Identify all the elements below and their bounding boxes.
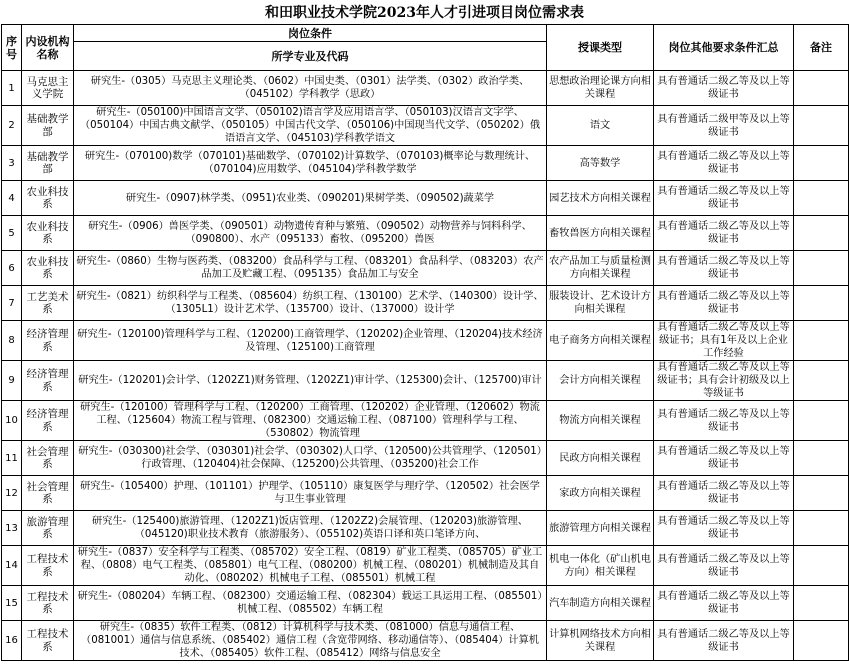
row-dept: 工艺美术系 [22, 286, 74, 321]
row-number: 8 [2, 321, 22, 361]
row-dept: 工程技术系 [22, 546, 74, 586]
row-dept: 农业科技系 [22, 216, 74, 251]
row-major: 研究生-（120100)管理科学与工程、（120200)工商管理学、（120202)企业管理、（120204)技术经济及管理、（125100)工商管理 [74, 321, 547, 361]
row-major: 研究生-（105400）护理、（101101）护理学、（105110）康复医学与理疗学、（120502）社会医学与卫生事业管理 [74, 476, 547, 511]
row-remark [794, 321, 849, 361]
table-row [2, 401, 849, 441]
table-row [2, 546, 849, 586]
row-requirements: 具有普通话二级乙等及以上等级证书 [654, 401, 794, 441]
header-course-type: 授课类型 [547, 25, 654, 71]
row-major: 研究生-（125400)旅游管理、（1202Z1)饭店管理、（1202Z2)会展管理、（120203)旅游管理、（045120)职业技术教育（旅游服务）、（055102)英语口译和英口笔译方向、 [74, 511, 547, 546]
row-number: 6 [2, 251, 22, 286]
row-requirements: 具有普通话二级甲等及以上等级证书 [654, 106, 794, 146]
header-major: 所学专业及代码 [74, 42, 547, 71]
row-number: 2 [2, 106, 22, 146]
row-dept: 马克思主义学院 [22, 71, 74, 106]
row-requirements: 具有普通话二级乙等及以上等级证书；具有1年及以上企业工作经验 [654, 321, 794, 361]
row-requirements: 具有普通话二级乙等及以上等级证书 [654, 286, 794, 321]
row-remark [794, 286, 849, 321]
row-number: 10 [2, 401, 22, 441]
row-major: 研究生-（120201)会计学、（1202Z1)财务管理、（1202Z1)审计学、（125300)会计、（125700)审计 [74, 361, 547, 401]
row-major: 研究生-（0837）安全科学与工程类、（085702）安全工程、（0819）矿业工程类、（085705）矿业工程、（0808）电气工程类、（085801）电气工程、（080200）机械工程、（080201）机械制造及其自动化、（080202）机械电子工程、（085501）机械工程 [74, 546, 547, 586]
table-row [2, 621, 849, 661]
row-remark [794, 621, 849, 661]
header-row-1 [2, 25, 849, 42]
document-title: 和田职业技术学院2023年人才引进项目岗位需求表 [265, 5, 584, 21]
row-dept: 基础教学部 [22, 106, 74, 146]
row-number: 11 [2, 441, 22, 476]
row-remark [794, 586, 849, 621]
table-row [2, 71, 849, 106]
row-course-type: 农产品加工与质量检测方向相关课程 [547, 251, 654, 286]
row-dept: 经济管理系 [22, 361, 74, 401]
row-dept: 经济管理系 [22, 401, 74, 441]
row-remark [794, 361, 849, 401]
row-dept: 工程技术系 [22, 586, 74, 621]
row-dept: 旅游管理系 [22, 511, 74, 546]
row-number: 3 [2, 146, 22, 181]
row-dept: 农业科技系 [22, 181, 74, 216]
row-requirements: 具有普通话二级乙等及以上等级证书 [654, 476, 794, 511]
row-remark [794, 71, 849, 106]
row-course-type: 机电一体化（矿山机电方向）相关课程 [547, 546, 654, 586]
row-number: 15 [2, 586, 22, 621]
row-requirements: 具有普通话二级乙等及以上等级证书；具有会计初级及以上等级证书 [654, 361, 794, 401]
row-requirements: 具有普通话二级乙等及以上等级证书 [654, 621, 794, 661]
row-major: 研究生-（0821）纺织科学与工程类、（085604）纺织工程、（130100）艺术学、（140300）设计学、（1305L1）设计艺术学、（135700）设计、（137000）设计学 [74, 286, 547, 321]
row-major: 研究生-（050100)中国语言文学、（050102)语言学及应用语言学、（050103)汉语言文字学、（050104）中国古典文献学、（050105）中国古代文学、（050106)中国现当代文学、（050202）俄语语言文学、（045103)学科教学语文 [74, 106, 547, 146]
table-row [2, 361, 849, 401]
header-position-conditions: 岗位条件 [74, 25, 547, 42]
row-dept: 社会管理系 [22, 476, 74, 511]
row-requirements: 具有普通话二级乙等及以上等级证书 [654, 216, 794, 251]
row-course-type: 汽车制造方向相关课程 [547, 586, 654, 621]
row-remark [794, 251, 849, 286]
row-major: 研究生-（030300)社会学、（030301)社会学、（030302)人口学、（120500)公共管理学、（120501）行政管理、（120404)社会保障、（125200)公共管理、（035200)社会工作 [74, 441, 547, 476]
row-requirements: 具有普通话二级乙等及以上等级证书 [654, 586, 794, 621]
row-major: 研究生-（0907)林学类、（0951)农业类、（090201)果树学类、（090502)蔬菜学 [74, 181, 547, 216]
row-remark [794, 106, 849, 146]
row-number: 9 [2, 361, 22, 401]
header-seq: 序号 [2, 25, 22, 71]
row-course-type: 服装设计、艺术设计方向相关课程 [547, 286, 654, 321]
row-major: 研究生-（0906）兽医学类、（090501）动物遗传育种与繁殖、（090502）动物营养与饲料科学、（090800）、水产（095133）畜牧、（095200）兽医 [74, 216, 547, 251]
row-remark [794, 401, 849, 441]
table-row [2, 181, 849, 216]
row-number: 1 [2, 71, 22, 106]
header-other-requirements: 岗位其他要求条件汇总 [654, 25, 794, 71]
row-requirements: 具有普通话二级乙等及以上等级证书 [654, 511, 794, 546]
row-major: 研究生-（0305）马克思主义理论类、（0602）中国史类、（0301）法学类、（0302）政治学类、（045102）学科教学（思政） [74, 71, 547, 106]
row-remark [794, 546, 849, 586]
row-remark [794, 146, 849, 181]
row-major: 研究生-（070100)数学（070101)基础数学、（070102)计算数学、（070103)概率论与数理统计、（070104)应用数学、（045104)学科教学数学 [74, 146, 547, 181]
row-major: 研究生-（0860）生物与医药类、（083200）食品科学与工程、（083201）食品科学、（083203）农产品加工及贮藏工程、（095135）食品加工与安全 [74, 251, 547, 286]
row-course-type: 高等数学 [547, 146, 654, 181]
row-dept: 工程技术系 [22, 621, 74, 661]
row-remark [794, 476, 849, 511]
row-requirements: 具有普通话二级乙等及以上等级证书 [654, 251, 794, 286]
row-course-type: 会计方向相关课程 [547, 361, 654, 401]
row-remark [794, 511, 849, 546]
row-remark [794, 181, 849, 216]
row-dept: 社会管理系 [22, 441, 74, 476]
row-dept: 基础教学部 [22, 146, 74, 181]
row-course-type: 园艺技术方向相关课程 [547, 181, 654, 216]
row-number: 5 [2, 216, 22, 251]
table-row [2, 586, 849, 621]
row-course-type: 计算机网络技术方向相关课程 [547, 621, 654, 661]
row-course-type: 语文 [547, 106, 654, 146]
table-row [2, 511, 849, 546]
row-course-type: 家政方向相关课程 [547, 476, 654, 511]
table-row [2, 251, 849, 286]
row-requirements: 具有普通话二级乙等及以上等级证书 [654, 71, 794, 106]
row-course-type: 思想政治理论课方向相关课程 [547, 71, 654, 106]
row-number: 12 [2, 476, 22, 511]
row-requirements: 具有普通话二级乙等及以上等级证书 [654, 146, 794, 181]
row-course-type: 物流方向相关课程 [547, 401, 654, 441]
table-row [2, 216, 849, 251]
row-course-type: 旅游管理方向相关课程 [547, 511, 654, 546]
row-major: 研究生-（0835）软件工程类、（0812）计算机科学与技术类、（081000）信息与通信工程、（081001）通信与信息系统、（085402）通信工程（含宽带网络、移动通信等）、（085404）计算机技术、（085405）软件工程、（085412）网络与信息安全 [74, 621, 547, 661]
row-major: 研究生-（120100）管理科学与工程、（120200）工商管理、（120202）企业管理、（120602）物流工程、（125604）物流工程与管理、（082300）交通运输工程、（087100）管理科学与工程、（530802）物流管理 [74, 401, 547, 441]
table-row [2, 286, 849, 321]
table-row [2, 441, 849, 476]
row-course-type: 民政方向相关课程 [547, 441, 654, 476]
table-row [2, 146, 849, 181]
row-number: 4 [2, 181, 22, 216]
row-number: 14 [2, 546, 22, 586]
row-course-type: 畜牧兽医方向相关课程 [547, 216, 654, 251]
row-requirements: 具有普通话二级乙等及以上等级证书 [654, 546, 794, 586]
position-requirements-table [1, 24, 849, 661]
row-number: 16 [2, 621, 22, 661]
row-remark [794, 441, 849, 476]
table-row [2, 106, 849, 146]
header-remark: 备注 [794, 25, 849, 71]
row-dept: 农业科技系 [22, 251, 74, 286]
row-remark [794, 216, 849, 251]
row-requirements: 具有普通话二级乙等及以上等级证书 [654, 441, 794, 476]
row-major: 研究生-（080204）车辆工程、（082300）交通运输工程、（082304）载运工具运用工程、（085501）机械工程、（085502）车辆工程 [74, 586, 547, 621]
row-dept: 经济管理系 [22, 321, 74, 361]
table-row [2, 476, 849, 511]
row-course-type: 电子商务方向相关课程 [547, 321, 654, 361]
table-row [2, 321, 849, 361]
row-number: 13 [2, 511, 22, 546]
header-dept: 内设机构名称 [22, 25, 74, 71]
row-number: 7 [2, 286, 22, 321]
row-requirements: 具有普通话二级乙等及以上等级证书 [654, 181, 794, 216]
